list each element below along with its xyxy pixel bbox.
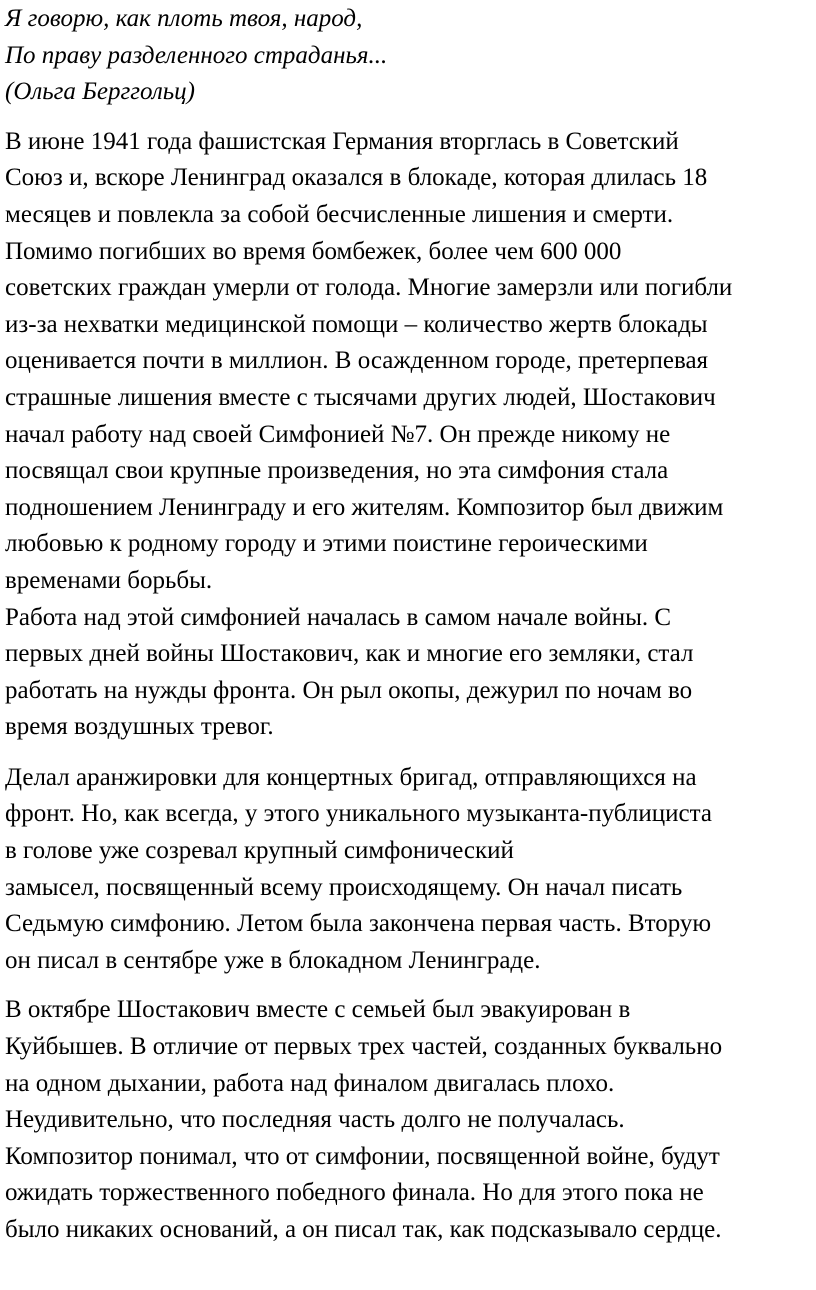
paragraph-war-start bbox=[5, 600, 810, 746]
paragraph-blockade bbox=[5, 124, 810, 600]
epigraph bbox=[5, 0, 810, 111]
paragraph-line: начал работу над своей Симфонией №7. Он прежде никому не bbox=[5, 420, 671, 448]
paragraph-line: было никаких оснований, а он писал так, как подсказывало сердце. bbox=[5, 1216, 722, 1243]
paragraph-line: оценивается почти в миллион. В осажденном городе, претерпевая bbox=[5, 347, 709, 375]
paragraph-line: первых дней войны Шостакович, как и многие его земляки, стал bbox=[5, 640, 694, 668]
epigraph-line: По праву разделенного страданья... bbox=[5, 41, 388, 69]
paragraph-line: Композитор понимал, что от симфонии, посвященной войне, будут bbox=[5, 1142, 720, 1170]
paragraph-evacuation bbox=[5, 992, 810, 1248]
epigraph-author: (Ольга Берггольц) bbox=[5, 78, 195, 106]
paragraph-line: Работа над этой симфонией началась в самом начале войны. С bbox=[5, 603, 672, 631]
paragraph-line: работать на нужды фронта. Он рыл окопы, дежурил по ночам во bbox=[5, 676, 693, 704]
paragraph-line: Куйбышев. В отличие от первых трех частей, созданных буквально bbox=[5, 1033, 723, 1061]
paragraph-line: Седьмую симфонию. Летом была закончена первая часть. Вторую bbox=[5, 910, 712, 938]
paragraph-line: Помимо погибших во время бомбежек, более чем 600 000 bbox=[5, 237, 622, 265]
paragraph-line: он писал в сентябре уже в блокадном Ленинграде. bbox=[5, 946, 541, 974]
paragraph-line: В октябре Шостакович вместе с семьей был эвакуирован в bbox=[5, 996, 631, 1024]
paragraph-line: страшные лишения вместе с тысячами других людей, Шостакович bbox=[5, 383, 716, 411]
paragraph-line: временами борьбы. bbox=[5, 566, 213, 594]
paragraph-line: Делал аранжировки для концертных бригад, отправляющихся на bbox=[5, 763, 697, 791]
paragraph-line: Союз и, вскоре Ленинград оказался в блокаде, которая длилась 18 bbox=[5, 164, 708, 192]
paragraph-line: подношением Ленинграду и его жителям. Композитор был движим bbox=[5, 493, 724, 521]
paragraph-line: фронт. Но, как всегда, у этого уникального музыканта-публициста bbox=[5, 800, 712, 828]
paragraph-line: посвящал свои крупные произведения, но эта симфония стала bbox=[5, 457, 669, 485]
paragraph-line: В июне 1941 года фашистская Германия вторглась в Советский bbox=[5, 127, 679, 155]
paragraph-line: Неудивительно, что последняя часть долго не получалась. bbox=[5, 1106, 625, 1134]
paragraph-line: любовью к родному городу и этими поистине героическими bbox=[5, 530, 648, 558]
paragraph-line: замысел, посвященный всему происходящему. Он начал писать bbox=[5, 873, 683, 901]
epigraph-line: Я говорю, как плоть твоя, народ, bbox=[5, 5, 363, 32]
paragraph-line: советских граждан умерли от голода. Многие замерзли или погибли bbox=[5, 274, 733, 302]
paragraph-line: из-за нехватки медицинской помощи – количество жертв блокады bbox=[5, 310, 708, 338]
paragraph-line: на одном дыхании, работа над финалом двигалась плохо. bbox=[5, 1069, 615, 1097]
paragraph-seventh-symphony bbox=[5, 760, 810, 980]
paragraph-line: время воздушных тревог. bbox=[5, 713, 274, 741]
paragraph-line: ожидать торжественного победного финала. Но для этого пока не bbox=[5, 1179, 704, 1207]
paragraph-line: в голове уже созревал крупный симфонический bbox=[5, 837, 514, 865]
paragraph-line: месяцев и повлекла за собой бесчисленные лишения и смерти. bbox=[5, 200, 674, 228]
